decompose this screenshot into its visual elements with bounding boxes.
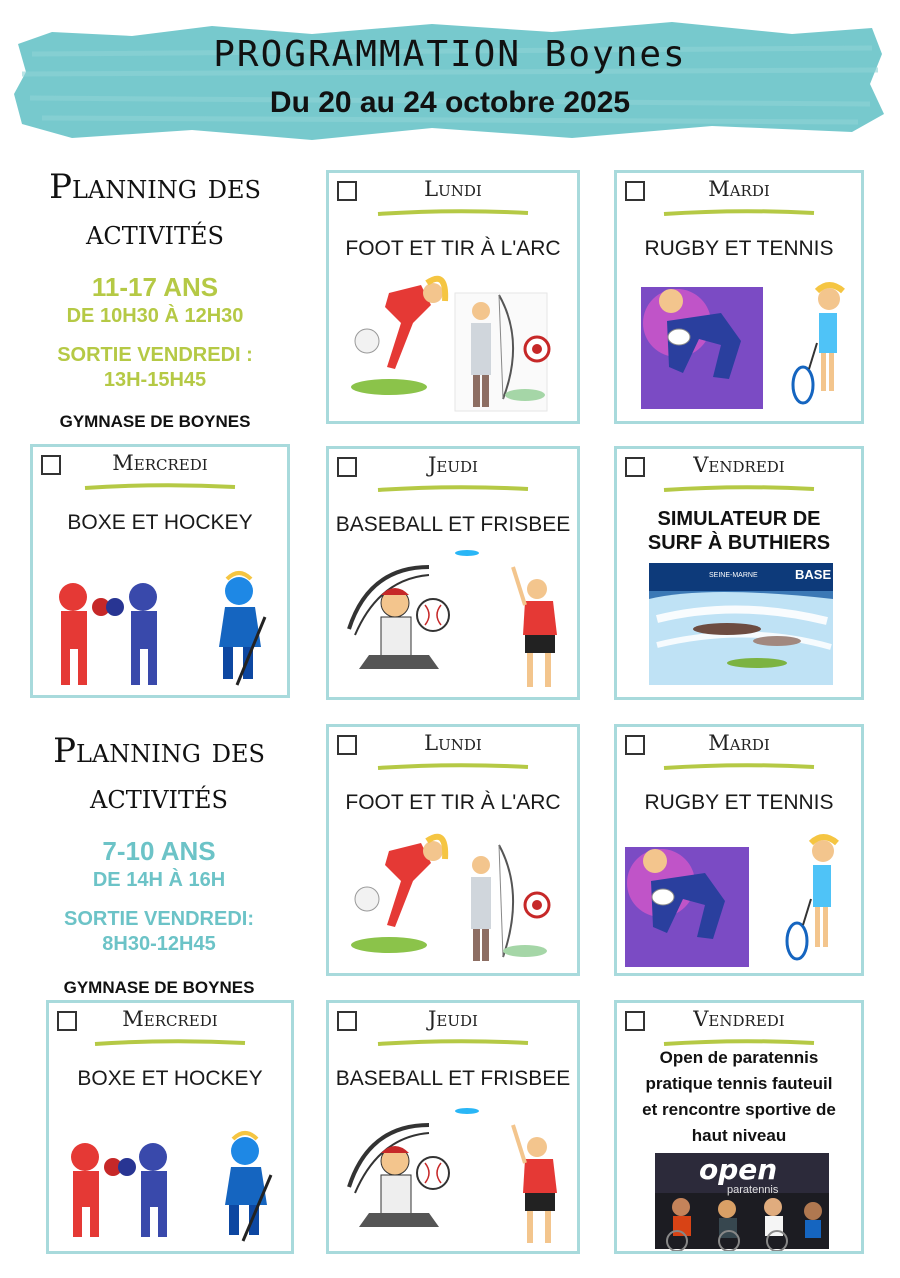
football-archery-illustration bbox=[329, 727, 577, 973]
activity-label: RUGBY ET TENNIS bbox=[644, 237, 834, 260]
activity-label-line4: haut niveau bbox=[691, 1126, 787, 1145]
card-friday-younger bbox=[614, 1000, 864, 1254]
day-label: Vendredi bbox=[693, 453, 785, 477]
outing-label: SORTIE VENDREDI : bbox=[57, 344, 253, 366]
card-wednesday-younger bbox=[46, 1000, 294, 1254]
paratennis-logo: paratennis bbox=[727, 1184, 779, 1196]
photo-sign-1: SEINE-MARNE bbox=[709, 572, 758, 579]
day-label: Jeudi bbox=[428, 453, 478, 477]
day-label: Mercredi bbox=[112, 451, 208, 475]
activity-label-line2: pratique tennis fauteuil bbox=[645, 1074, 833, 1093]
card-monday-younger bbox=[326, 724, 580, 976]
day-label: Mardi bbox=[708, 731, 770, 755]
page-dates: Du 20 au 24 octobre 2025 bbox=[269, 86, 631, 119]
location: GYMNASE DE BOYNES bbox=[63, 978, 255, 997]
age-range: 11-17 ANS bbox=[91, 272, 219, 302]
activity-label-line2: SURF À BUTHIERS bbox=[647, 532, 831, 554]
planning-heading-line2: activités bbox=[86, 213, 224, 253]
session-hours: DE 10H30 À 12H30 bbox=[66, 305, 244, 327]
activity-label: BOXE ET HOCKEY bbox=[67, 511, 253, 534]
day-label: Mercredi bbox=[122, 1007, 218, 1031]
planning-heading-line1: Planning des bbox=[53, 731, 265, 771]
outing-label: SORTIE VENDREDI: bbox=[63, 908, 255, 930]
planning-block-older bbox=[30, 164, 280, 432]
activity-label: BASEBALL ET FRISBEE bbox=[335, 513, 571, 536]
surf-simulator-photo bbox=[617, 449, 861, 697]
baseball-frisbee-illustration bbox=[329, 1003, 577, 1251]
session-hours: DE 14H À 16H bbox=[92, 869, 226, 891]
open-logo: open bbox=[699, 1153, 778, 1186]
day-label: Mardi bbox=[708, 177, 770, 201]
photo-sign-2: BASE bbox=[795, 567, 832, 582]
day-label: Lundi bbox=[424, 731, 482, 755]
page-title: PROGRAMMATION Boynes bbox=[213, 34, 687, 75]
card-friday-older bbox=[614, 446, 864, 700]
outing-hours: 13H-15H45 bbox=[103, 369, 207, 391]
boxing-hockey-illustration bbox=[49, 1003, 291, 1251]
baseball-frisbee-illustration bbox=[329, 449, 577, 697]
rugby-tennis-illustration bbox=[617, 173, 861, 421]
activity-label: FOOT ET TIR À L'ARC bbox=[345, 791, 561, 814]
location: GYMNASE DE BOYNES bbox=[59, 412, 251, 431]
card-thursday-older bbox=[326, 446, 580, 700]
activity-label-line1: Open de paratennis bbox=[659, 1048, 819, 1067]
day-label: Lundi bbox=[424, 177, 482, 201]
card-thursday-younger bbox=[326, 1000, 580, 1254]
football-archery-illustration bbox=[329, 173, 577, 421]
activity-label: FOOT ET TIR À L'ARC bbox=[345, 237, 561, 260]
day-label: Jeudi bbox=[428, 1007, 478, 1031]
age-range: 7-10 ANS bbox=[102, 836, 216, 866]
card-tuesday-older bbox=[614, 170, 864, 424]
planning-heading-line1: Planning des bbox=[49, 167, 261, 207]
planning-heading-line2: activités bbox=[90, 777, 228, 817]
activity-label-line3: et rencontre sportive de bbox=[642, 1100, 836, 1119]
card-monday-older bbox=[326, 170, 580, 424]
rugby-tennis-illustration bbox=[617, 727, 861, 973]
activity-label: BOXE ET HOCKEY bbox=[77, 1067, 263, 1090]
activity-label-line1: SIMULATEUR DE bbox=[657, 508, 821, 530]
outing-hours: 8H30-12H45 bbox=[102, 933, 216, 955]
planning-block-younger bbox=[34, 728, 284, 998]
activity-label: BASEBALL ET FRISBEE bbox=[335, 1067, 571, 1090]
card-tuesday-younger bbox=[614, 724, 864, 976]
paratennis-photo bbox=[617, 1003, 861, 1251]
boxing-hockey-illustration bbox=[33, 447, 287, 695]
day-label: Vendredi bbox=[693, 1007, 785, 1031]
card-wednesday-older bbox=[30, 444, 290, 698]
activity-label: RUGBY ET TENNIS bbox=[644, 791, 834, 814]
